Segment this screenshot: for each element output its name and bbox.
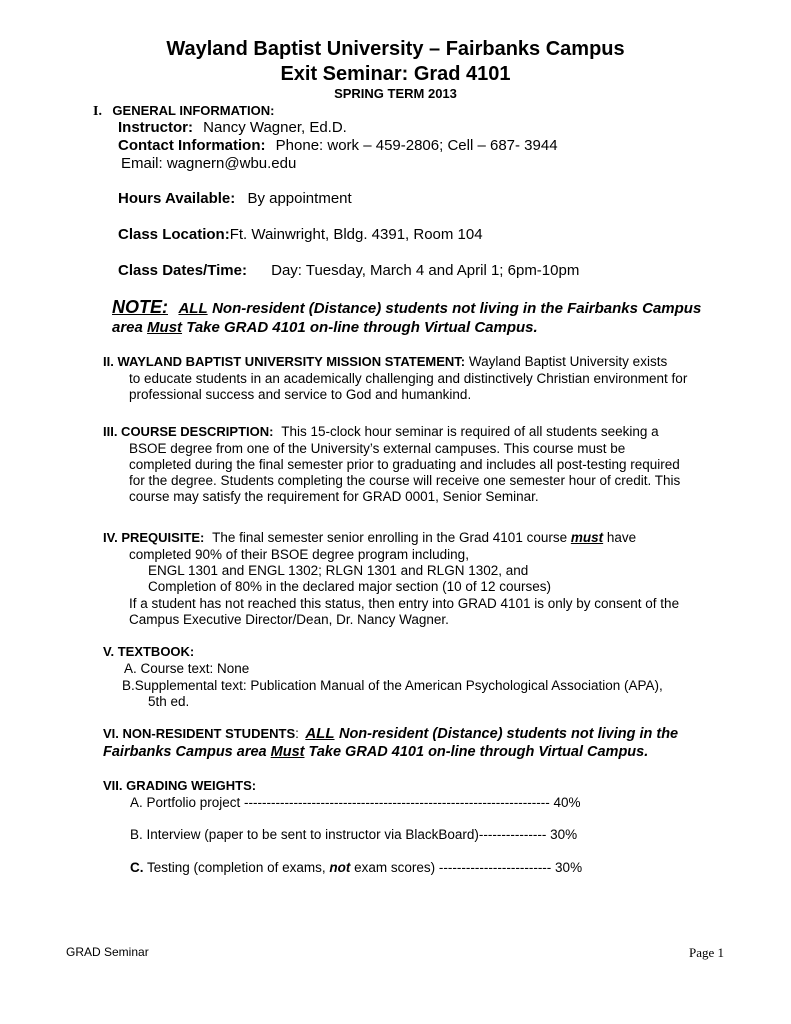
note-line-2: [112, 319, 538, 336]
note-text-1: Non-resident (Distance) students not living in the Fairbanks Campus: [212, 300, 702, 317]
nonresident-line-1: [103, 725, 678, 743]
prerequisite-have: have: [606, 530, 637, 545]
nonresident-text-1: Non-resident (Distance) students not living in the: [338, 726, 679, 742]
textbook-course-text: A. Course text: None: [124, 661, 250, 676]
contact-label: Contact Information:: [118, 137, 266, 154]
mission-text-2: to educate students in an academically challenging and distinctively Christian environment for: [129, 371, 688, 386]
textbook-heading: V. TEXTBOOK:: [103, 644, 195, 659]
location-value: Ft. Wainwright, Bldg. 4391, Room 104: [229, 226, 483, 243]
description-text-5: course may satisfy the requirement for GRAD 0001, Senior Seminar.: [129, 489, 539, 504]
nonresident-text-2: Take GRAD 4101 on-line through Virtual Campus.: [308, 744, 649, 760]
dates-value: Day: Tuesday, March 4 and April 1; 6pm-10pm: [271, 262, 580, 279]
section-general-heading: [93, 102, 274, 120]
grading-testing-text-2: exam scores) ------------------------- 30%: [354, 860, 583, 875]
nonresident-must: Must: [270, 744, 305, 760]
hours-line: [118, 190, 352, 207]
grading-interview: B. Interview (paper to be sent to instructor via BlackBoard)--------------- 30%: [130, 827, 578, 842]
email-line: Email: wagnern@wbu.edu: [121, 155, 297, 172]
description-text-4: for the degree. Students completing the course will receive one semester hour of credit. This: [129, 473, 681, 488]
textbook-edition: 5th ed.: [148, 694, 190, 709]
instructor-label: Instructor:: [118, 119, 193, 136]
description-line-1: [103, 424, 659, 439]
description-text-1: This 15-clock hour seminar is required of all students seeking a: [281, 424, 659, 439]
note-must: Must: [147, 319, 183, 336]
footer-left: GRAD Seminar: [66, 945, 149, 959]
dates-label: Class Dates/Time:: [118, 262, 247, 279]
textbook-supplemental: B.Supplemental text: Publication Manual of the American Psychological Association (APA),: [122, 678, 663, 693]
instructor-line: [118, 119, 347, 136]
mission-text-3: professional success and service to God and humankind.: [129, 387, 472, 402]
mission-text-1: Wayland Baptist University exists: [468, 354, 668, 369]
note-text-2: Take GRAD 4101 on-line through Virtual Campus.: [186, 319, 538, 336]
grading-heading: VII. GRADING WEIGHTS:: [103, 778, 257, 793]
document-subtitle: Exit Seminar: Grad 4101: [280, 63, 511, 85]
hours-label: Hours Available:: [118, 190, 236, 207]
prerequisite-text-5: If a student has not reached this status, then entry into GRAD 4101 is only by consent of the: [129, 596, 680, 611]
prerequisite-text-2: completed 90% of their BSOE degree program including,: [129, 547, 469, 562]
prerequisite-must: must: [570, 530, 604, 545]
location-line: [118, 226, 483, 243]
grading-testing: [130, 860, 582, 875]
note-all: ALL: [178, 300, 208, 317]
nonresident-all: ALL: [305, 725, 335, 742]
description-text-2: BSOE degree from one of the University’s external campuses. This course must be: [129, 441, 626, 456]
contact-value: Phone: work – 459-2806; Cell – 687- 3944: [275, 137, 558, 154]
prerequisite-text-3: ENGL 1301 and ENGL 1302; RLGN 1301 and RLGN 1302, and: [148, 563, 529, 578]
grading-testing-text-1: Testing (completion of exams,: [147, 860, 326, 875]
mission-heading: II. WAYLAND BAPTIST UNIVERSITY MISSION STATEMENT:: [103, 354, 466, 369]
section-heading: GENERAL INFORMATION:: [112, 103, 275, 118]
section-numeral: I.: [93, 104, 102, 119]
grading-testing-letter: C.: [130, 860, 144, 875]
contact-line: [118, 137, 558, 154]
description-heading: III. COURSE DESCRIPTION:: [103, 424, 274, 439]
nonresident-area: Fairbanks Campus area: [103, 744, 267, 760]
prerequisite-heading: IV. PREQUISITE:: [103, 530, 205, 545]
location-label: Class Location:: [118, 226, 230, 243]
description-text-3: completed during the final semester prior to graduating and includes all post-testing required: [129, 457, 680, 472]
dates-line: [118, 262, 579, 279]
page-number: Page 1: [689, 945, 725, 960]
nonresident-heading: VI. NON-RESIDENT STUDENTS: [103, 726, 296, 741]
grading-testing-not: not: [329, 860, 351, 875]
note-line-1: [112, 297, 701, 318]
prerequisite-text-4: Completion of 80% in the declared major section (10 of 12 courses): [148, 579, 551, 594]
mission-line-1: [103, 354, 667, 369]
nonresident-line-2: [103, 744, 648, 760]
nonresident-colon: :: [295, 726, 299, 741]
prerequisite-line-1: [103, 530, 636, 545]
prerequisite-text-1: The final semester senior enrolling in the Grad 4101 course: [212, 530, 568, 545]
hours-value: By appointment: [247, 190, 352, 207]
term-label: SPRING TERM 2013: [334, 86, 457, 101]
document-title: Wayland Baptist University – Fairbanks Campus: [166, 38, 625, 60]
grading-portfolio: A. Portfolio project -------------------------------------------------------------------- 40%: [130, 795, 581, 810]
prerequisite-text-6: Campus Executive Director/Dean, Dr. Nancy Wagner.: [129, 612, 449, 627]
instructor-value: Nancy Wagner, Ed.D.: [203, 119, 347, 136]
note-area: area: [112, 319, 143, 336]
note-label: NOTE:: [112, 297, 168, 317]
